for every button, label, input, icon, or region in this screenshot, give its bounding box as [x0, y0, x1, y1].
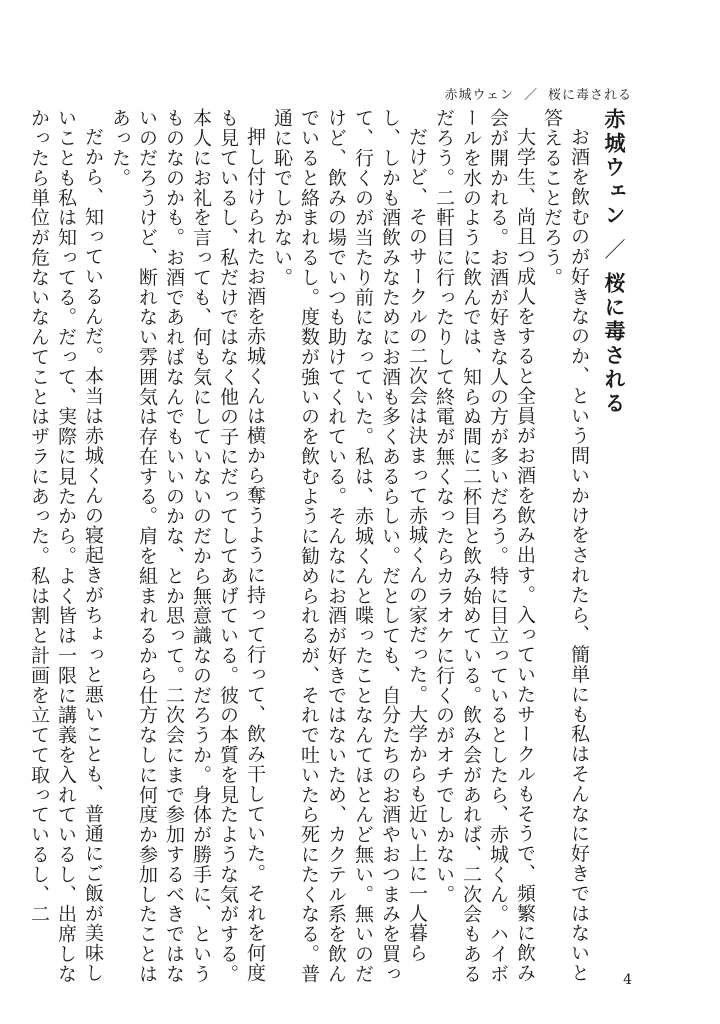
paragraph: 押し付けられたお酒を赤城くんは横から奪うように持って行って、飲み干していた。それを何度も見ているし、私だけではなく他の子にだってしてあげている。彼の本質を見たような気がする。本人にお礼を言っても、何も気にしていないのだから無意識なのだろうか。身体が勝手に、というものなのかも。お酒であればなんでもいいのかな、とか思って。二次会にまで参加するべきではないのだろうけど、断れない雰囲気は存在する。肩を組まれるから仕方なしに何度か参加したことはあった。: [109, 108, 266, 984]
chapter-author: 赤城ウェン: [602, 108, 627, 228]
header-separator: ／: [523, 88, 538, 103]
paragraph: だから、知っているんだ。本当は赤城くんの寝起きがちょっと悪いことも、普通にご飯が美味しいことも私は知ってる。だって、実際に見たから。よく皆は一限に講義を入れているし、出席しなかったら単位が危ないなんてことはザラにあった。私は割と計画を立てて取っているし、二: [28, 108, 104, 984]
chapter-separator: ／: [602, 238, 626, 262]
paragraph: だけど、そのサークルの二次会は決まって赤城くんの家だった。大学からも近い上に一人暮らし、しかも酒飲みなためにお酒も多くあるらしい。だとしても、自分たちのお酒やおつまみを買って、行くのが当たり前になっていた。私は、赤城くんと喋ったことなんてほとんど無い。無いのだけど、飲みの場でいつも助けてくれている。そんなにお酒が好きではないため、カクテル系を飲んでいると絡まれるし。度数が強いのを飲むように勧められるが、それで吐いたら死にたくなる。普通に恥でしかない。: [271, 108, 428, 984]
header-author: 赤城ウェン: [444, 88, 514, 103]
header-title: 桜に毒される: [547, 88, 632, 103]
paragraph: お酒を飲むのが好きなのか、という問いかけをされたら、簡単にも私はそんなに好きではないと答えることだろう。: [541, 108, 590, 983]
paragraph: 大学生、尚且つ成人をすると全員がお酒を飲み出す。入っていたサークルもそうで、頻繁に飲み会が開かれる。お酒が好きな人の方が多いだろう。特に目立っているとしたら、赤城くん。ハイボールを水のように飲んでは、知らぬ間に二杯目と飲み始めている。飲み会があれば、二次会もあるだろう。二軒目に行ったりして終電が無くなったらカラオケに行くのがオチでしかない。: [433, 108, 536, 984]
chapter-title-text: 桜に毒される: [602, 272, 627, 416]
chapter-title: [600, 108, 628, 988]
running-header: [444, 84, 632, 103]
page-number: 4: [623, 972, 632, 988]
body-text: [28, 108, 628, 988]
